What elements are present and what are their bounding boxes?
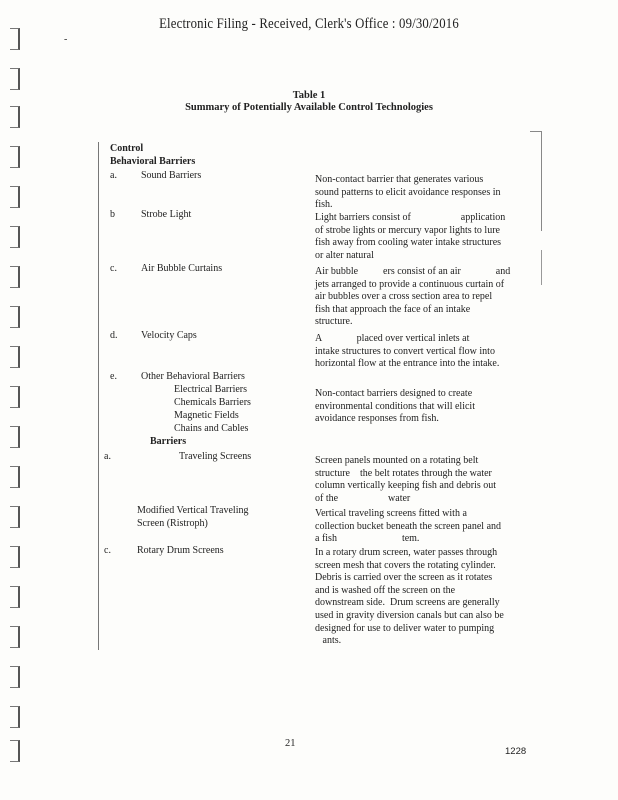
desc-line: and is washed off the screen on the bbox=[315, 584, 456, 596]
row-name: Air Bubble Curtains bbox=[141, 263, 223, 274]
row-letter: a. bbox=[110, 170, 117, 181]
table-title: Table 1 bbox=[292, 90, 326, 101]
row-name: Other Behavioral Barriers bbox=[141, 371, 245, 382]
desc-line: fish that approach the face of an intake bbox=[315, 303, 471, 315]
row-letter: c. bbox=[110, 263, 117, 274]
stray-mark: - bbox=[64, 34, 68, 45]
desc-line: Debris is carried over the screen as it rotates bbox=[315, 572, 493, 584]
row-letter: d. bbox=[110, 330, 118, 341]
row-letter: b bbox=[110, 209, 115, 220]
desc-line: Non-contact barrier that generates various bbox=[315, 174, 484, 185]
desc-line: In a rotary drum screen, water passes through bbox=[315, 547, 498, 558]
row-letter: a. bbox=[104, 451, 111, 462]
row-name: Strobe Light bbox=[141, 209, 192, 220]
sub-item: Magnetic Fields bbox=[174, 410, 239, 421]
row-name-cont: Screen (Ristroph) bbox=[137, 518, 208, 529]
desc-line: Vertical traveling screens fitted with a bbox=[315, 508, 467, 519]
desc-line: sound patterns to elicit avoidance responses in bbox=[315, 186, 501, 198]
desc-line: structure. bbox=[315, 316, 353, 328]
desc-line: of strobe lights or mercury vapor lights to lure bbox=[315, 224, 500, 236]
desc-line: fish. bbox=[315, 199, 333, 211]
desc-line: screen mesh that covers the rotating cylinder. bbox=[315, 559, 496, 571]
desc-line: jets arranged to provide a continuous curtain of bbox=[315, 278, 505, 290]
desc-line: fish away from cooling water intake structures bbox=[315, 237, 502, 249]
desc-line: structure the belt rotates through the water bbox=[315, 467, 492, 479]
row-description bbox=[315, 547, 539, 648]
row-description bbox=[315, 508, 539, 546]
desc-line: ants. bbox=[315, 635, 342, 647]
row-name: Rotary Drum Screens bbox=[137, 545, 224, 556]
desc-line: a fish tem. bbox=[315, 533, 420, 545]
row-letter: e. bbox=[110, 371, 117, 382]
desc-line: Air bubble ers consist of an air and bbox=[315, 266, 511, 277]
row-description bbox=[315, 266, 539, 329]
desc-line: intake structures to convert vertical flow into bbox=[315, 345, 495, 357]
row-description bbox=[315, 455, 539, 505]
row-name: Traveling Screens bbox=[179, 451, 252, 462]
table-left-border bbox=[98, 142, 99, 650]
row-description bbox=[315, 174, 539, 212]
desc-line: Light barriers consist of application bbox=[315, 212, 506, 223]
heading-barriers: Barriers bbox=[150, 436, 187, 447]
table-right-border-lower bbox=[541, 250, 542, 285]
desc-line: Non-contact barriers designed to create bbox=[315, 388, 473, 399]
desc-line: avoidance responses from fish. bbox=[315, 413, 439, 425]
desc-line: designed for use to deliver water to pumping bbox=[315, 622, 495, 634]
row-description bbox=[315, 388, 539, 426]
sub-item: Electrical Barriers bbox=[174, 384, 248, 395]
row-name: Modified Vertical Traveling bbox=[137, 505, 249, 516]
desc-line: downstream side. Drum screens are generally bbox=[315, 597, 500, 609]
document-number: 1228 bbox=[505, 746, 527, 757]
desc-line: environmental conditions that will elicit bbox=[315, 400, 475, 412]
binder-edge bbox=[10, 28, 24, 758]
filing-header: Electronic Filing - Received, Clerk's Office : 09/30/2016 bbox=[159, 16, 459, 32]
sub-item: Chemicals Barriers bbox=[174, 397, 251, 408]
table-right-border bbox=[541, 131, 542, 231]
sub-item: Chains and Cables bbox=[174, 423, 249, 434]
desc-line: horizontal flow at the entrance into the intake. bbox=[315, 358, 500, 370]
row-description bbox=[315, 333, 539, 371]
desc-line: column vertically keeping fish and debris out bbox=[315, 480, 497, 492]
row-name: Velocity Caps bbox=[141, 330, 197, 341]
desc-line: collection bucket beneath the screen panel and bbox=[315, 520, 502, 532]
table-subtitle: Summary of Potentially Available Control Technologies bbox=[185, 102, 433, 113]
heading-control: Control bbox=[110, 143, 144, 154]
desc-line: A placed over vertical inlets at bbox=[315, 333, 470, 344]
desc-line: air bubbles over a cross section area to repel bbox=[315, 291, 493, 303]
desc-line: used in gravity diversion canals but can also be bbox=[315, 609, 504, 621]
row-letter: c. bbox=[104, 545, 111, 556]
row-name: Sound Barriers bbox=[141, 170, 202, 181]
row-description bbox=[315, 212, 539, 262]
heading-behavioral-barriers: Behavioral Barriers bbox=[110, 156, 196, 167]
page-number: 21 bbox=[285, 738, 296, 749]
desc-line: Screen panels mounted on a rotating belt bbox=[315, 455, 479, 466]
desc-line: of the water bbox=[315, 492, 411, 504]
desc-line: or alter natural bbox=[315, 249, 374, 261]
